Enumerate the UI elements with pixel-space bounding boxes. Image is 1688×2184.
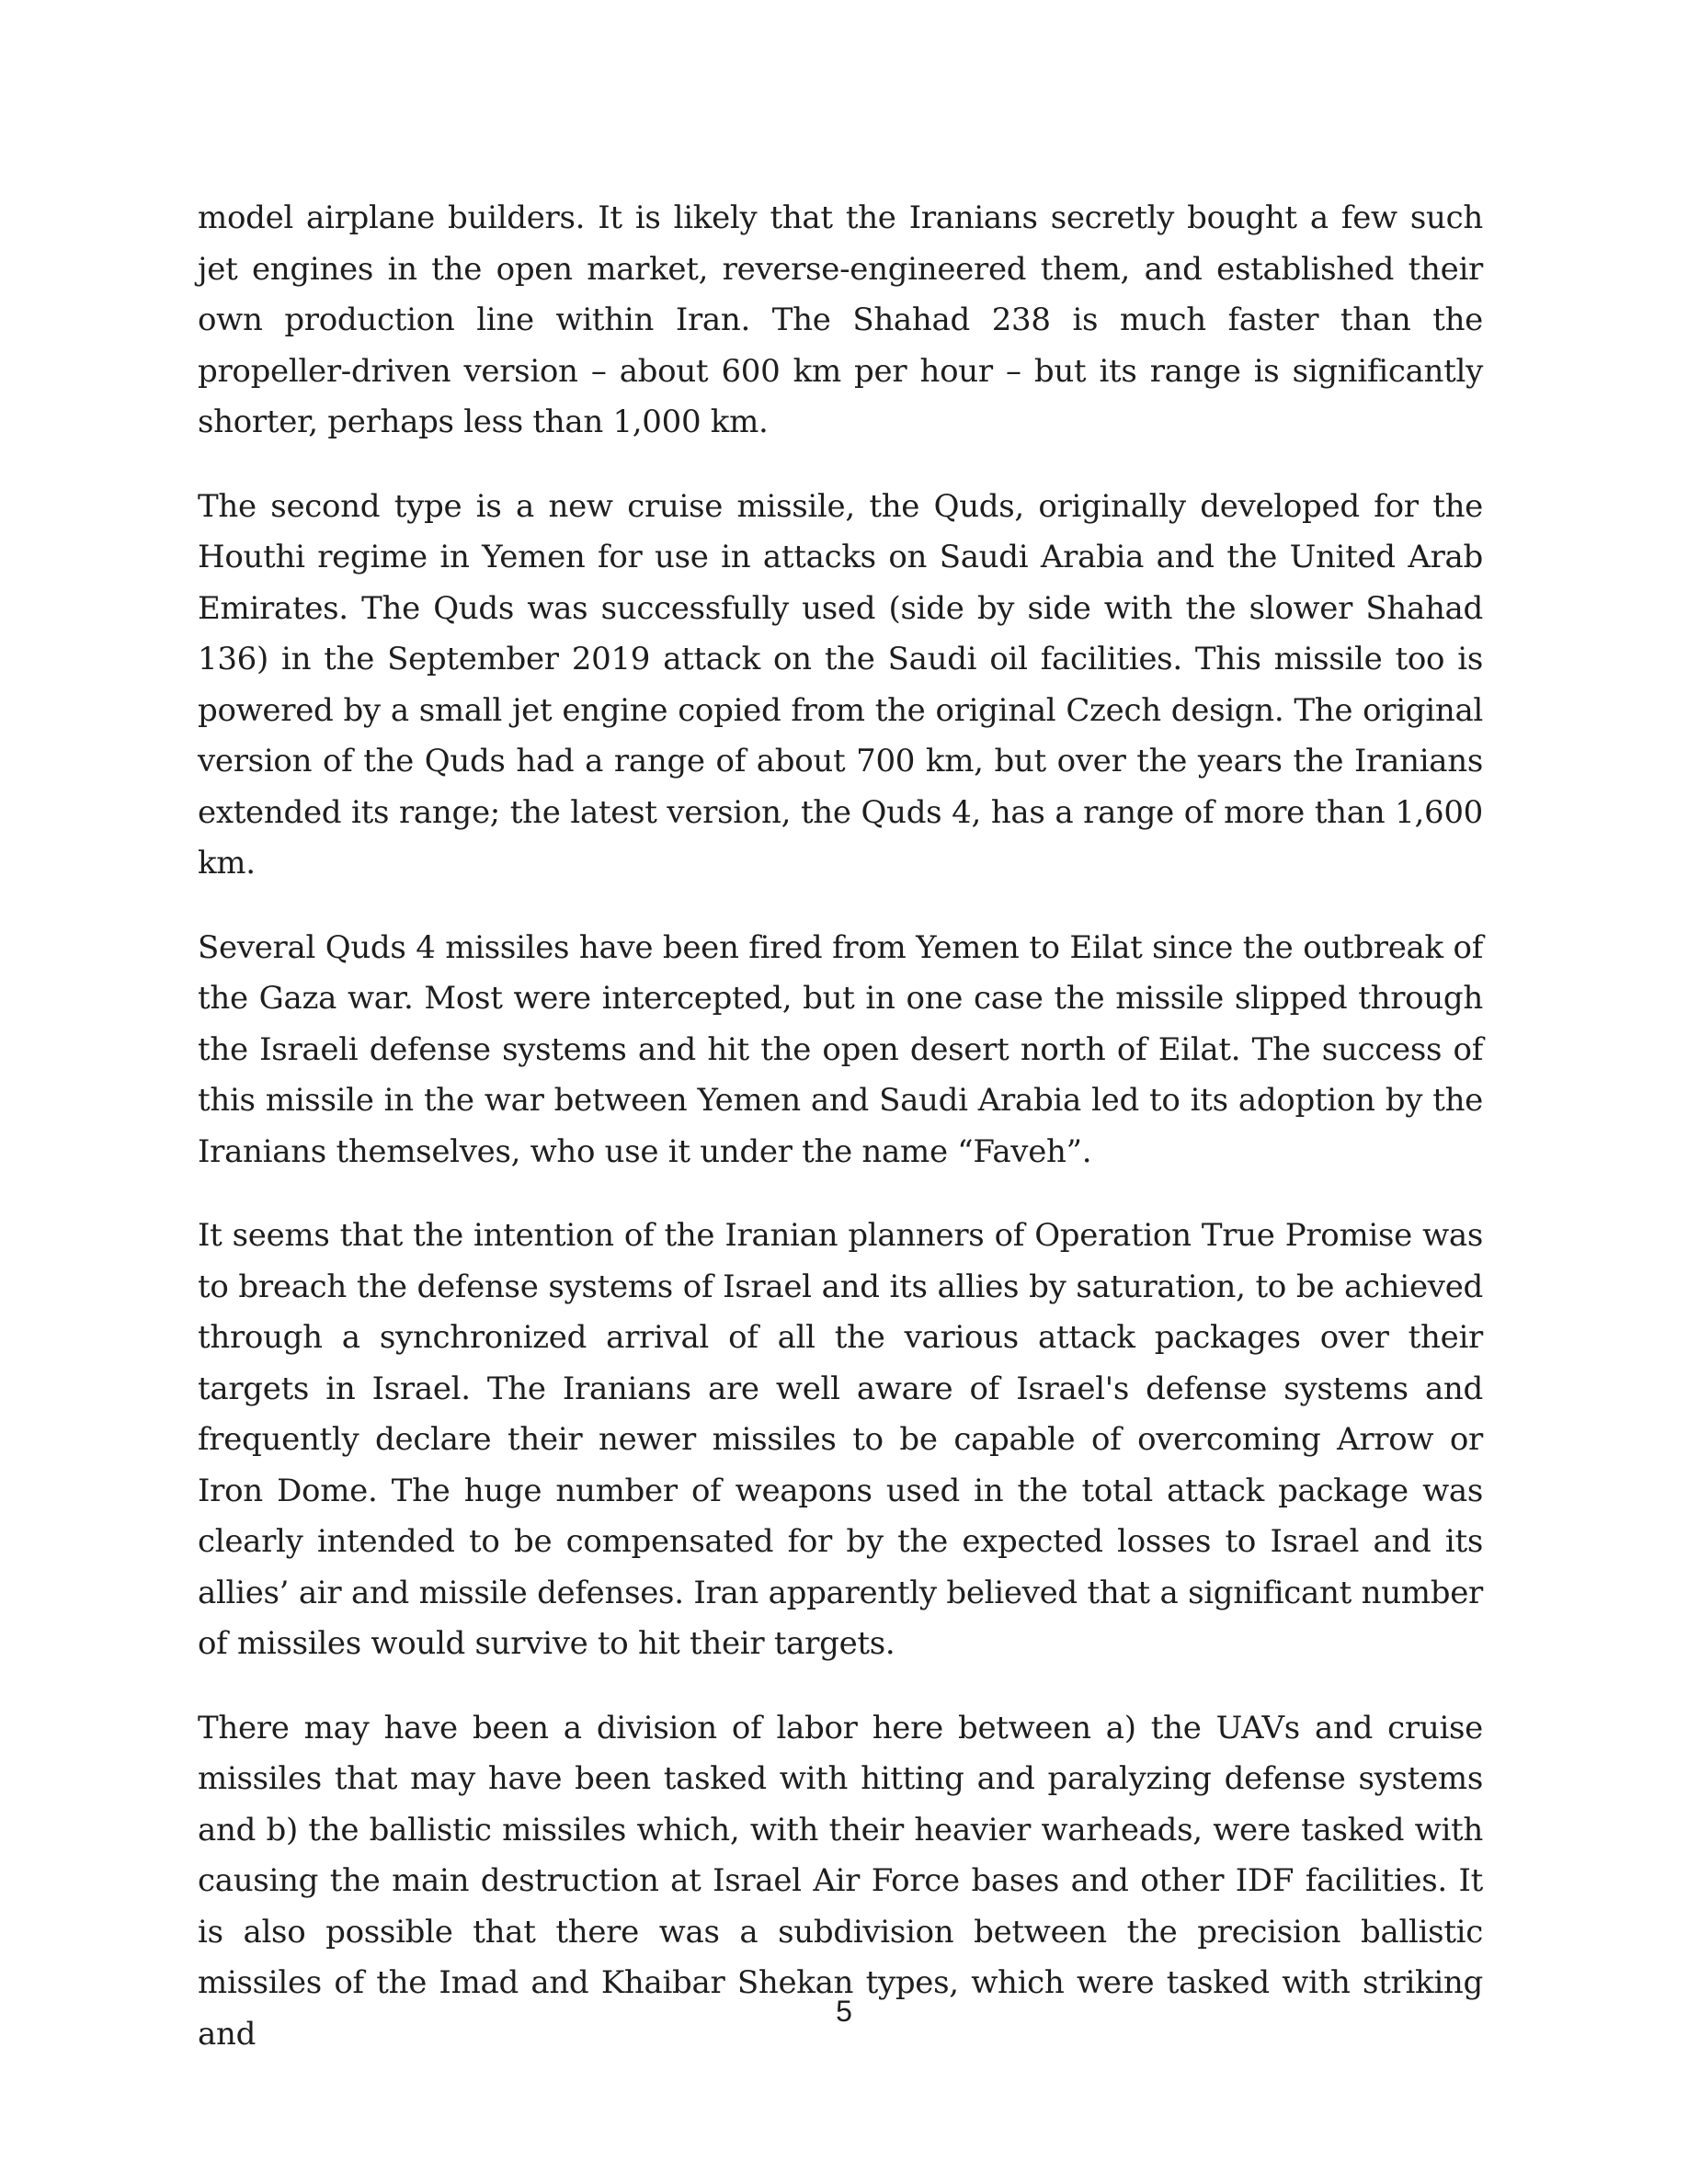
paragraph-4: It seems that the intention of the Iranian planners of Operation True Promise was to breach the defense systems of Israel and its allies by saturation, to be achieved through a synchronized arrival of all the various attack packages over their targets in Israel. The Iranians are well aware of Israel's defense systems and frequently declare their newer missiles to be capable of overcoming Arrow or Iron Dome. The huge number of weapons used in the total attack package was clearly intended to be compensated for by the expected losses to Israel and its allies’ air and missile defenses. Iran apparently believed that a significant number of missiles would survive to hit their targets.: [198, 1217, 1483, 1662]
paragraph-3: Several Quds 4 missiles have been fired from Yemen to Eilat since the outbreak of the Gaza war. Most were intercepted, but in one case the missile slipped through the Israeli defense systems and hit the open desert north of Eilat. The success of this missile in the war between Yemen and Saudi Arabia led to its adoption by the Iranians themselves, who use it under the name “Faveh”.: [198, 928, 1483, 1170]
paragraph-5: There may have been a division of labor here between a) the UAVs and cruise missiles that may have been tasked with hitting and paralyzing defense systems and b) the ballistic missiles which, with their heavier warheads, were tasked with causing the main destruction at Israel Air Force bases and other IDF facilities. It is also possible that there was a subdivision between the precision ballistic missiles of the Imad and Khaibar Shekan types, which were tasked with striking and: [198, 1709, 1483, 2053]
paragraph-2: The second type is a new cruise missile, the Quds, originally developed for the Houthi regime in Yemen for use in attacks on Saudi Arabia and the United Arab Emirates. The Quds was successfully used (side by side with the slower Shahad 136) in the September 2019 attack on the Saudi oil facilities. This missile too is powered by a small jet engine copied from the original Czech design. The original version of the Quds had a range of about 700 km, but over the years the Iranians extended its range; the latest version, the Quds 4, has a range of more than 1,600 km.: [198, 487, 1483, 882]
body-text: [198, 193, 1483, 2093]
paragraph-1: model airplane builders. It is likely that the Iranians secretly bought a few such jet engines in the open market, reverse-engineered them, and established their own production line within Iran. The Shahad 238 is much faster than the propeller-driven version – about 600 km per hour – but its range is significantly shorter, perhaps less than 1,000 km.: [198, 199, 1483, 440]
page-number: 5: [836, 1995, 852, 2028]
